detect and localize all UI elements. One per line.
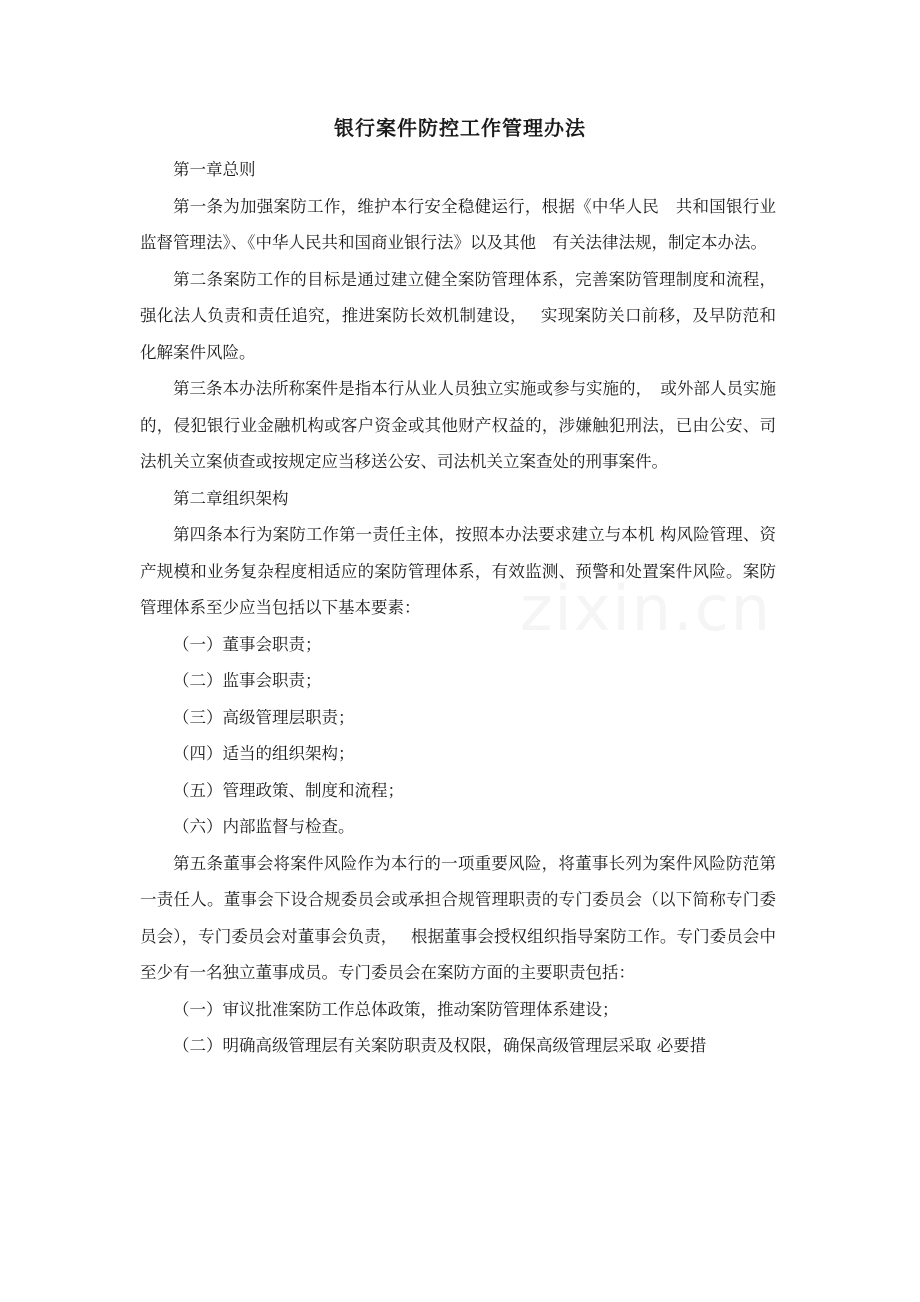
chapter-heading: 第二章组织架构 [173, 488, 289, 508]
list-item: （二）监事会职责； [173, 671, 322, 690]
list-item: （四）适当的组织架构； [173, 744, 355, 763]
article-paragraph: 第五条董事会将案件风险作为本行的一项重要风险，将董事长列为案件风险防范第一责任人。董事会下设合规委员会或承担合规管理职责的专门委员会（以下简称专门委员会），专门委员会对董事会负责， 根据董事会授权组织指导案防工作。专门委员会中至少有一名独立董事成员。专门委员会在案防方面的主要职责包括： [140, 853, 776, 982]
list-item: （三）高级管理层职责； [173, 707, 355, 727]
watermark: zixin.cn [520, 572, 773, 645]
list-item: （一）董事会职责； [173, 634, 322, 654]
article-paragraph: 第二条案防工作的目标是通过建立健全案防管理体系，完善案防管理制度和流程，强化法人负责和责任追究，推进案防长效机制建设， 实现案防关口前移，及早防范和化解案件风险。 [140, 269, 776, 362]
list-item: （一）审议批准案防工作总体政策，推动案防管理体系建设； [173, 999, 619, 1019]
list-item: （五）管理政策、制度和流程； [173, 780, 404, 800]
document-title: 银行案件防控工作管理办法 [334, 116, 586, 140]
document-body [140, 152, 776, 1065]
article-paragraph: 第四条本行为案防工作第一责任主体，按照本办法要求建立与本机 构风险管理、资产规模和业务复杂程度相适应的案防管理体系，有效监测、预警和处置案件风险。案防管理体系至少应当包括以下基本要素： [140, 525, 776, 617]
article-paragraph: 第一条为加强案防工作，维护本行安全稳健运行，根据《中华人民 共和国银行业监督管理法》、《中华人民共和国商业银行法》以及其他 有关法律法规，制定本办法。 [140, 196, 776, 252]
list-item: （二）明确高级管理层有关案防职责及权限，确保高级管理层采取 必要措 [173, 1036, 707, 1055]
list-item: （六）内部监督与检查。 [173, 817, 355, 836]
chapter-heading: 第一章总则 [173, 160, 256, 179]
article-paragraph: 第三条本办法所称案件是指本行从业人员独立实施或参与实施的， 或外部人员实施的，侵犯银行业金融机构或客户资金或其他财产权益的，涉嫌触犯刑法，已由公安、司法机关立案侦查或按规定应当移送公安、司法机关立案查处的刑事案件。 [140, 379, 776, 471]
